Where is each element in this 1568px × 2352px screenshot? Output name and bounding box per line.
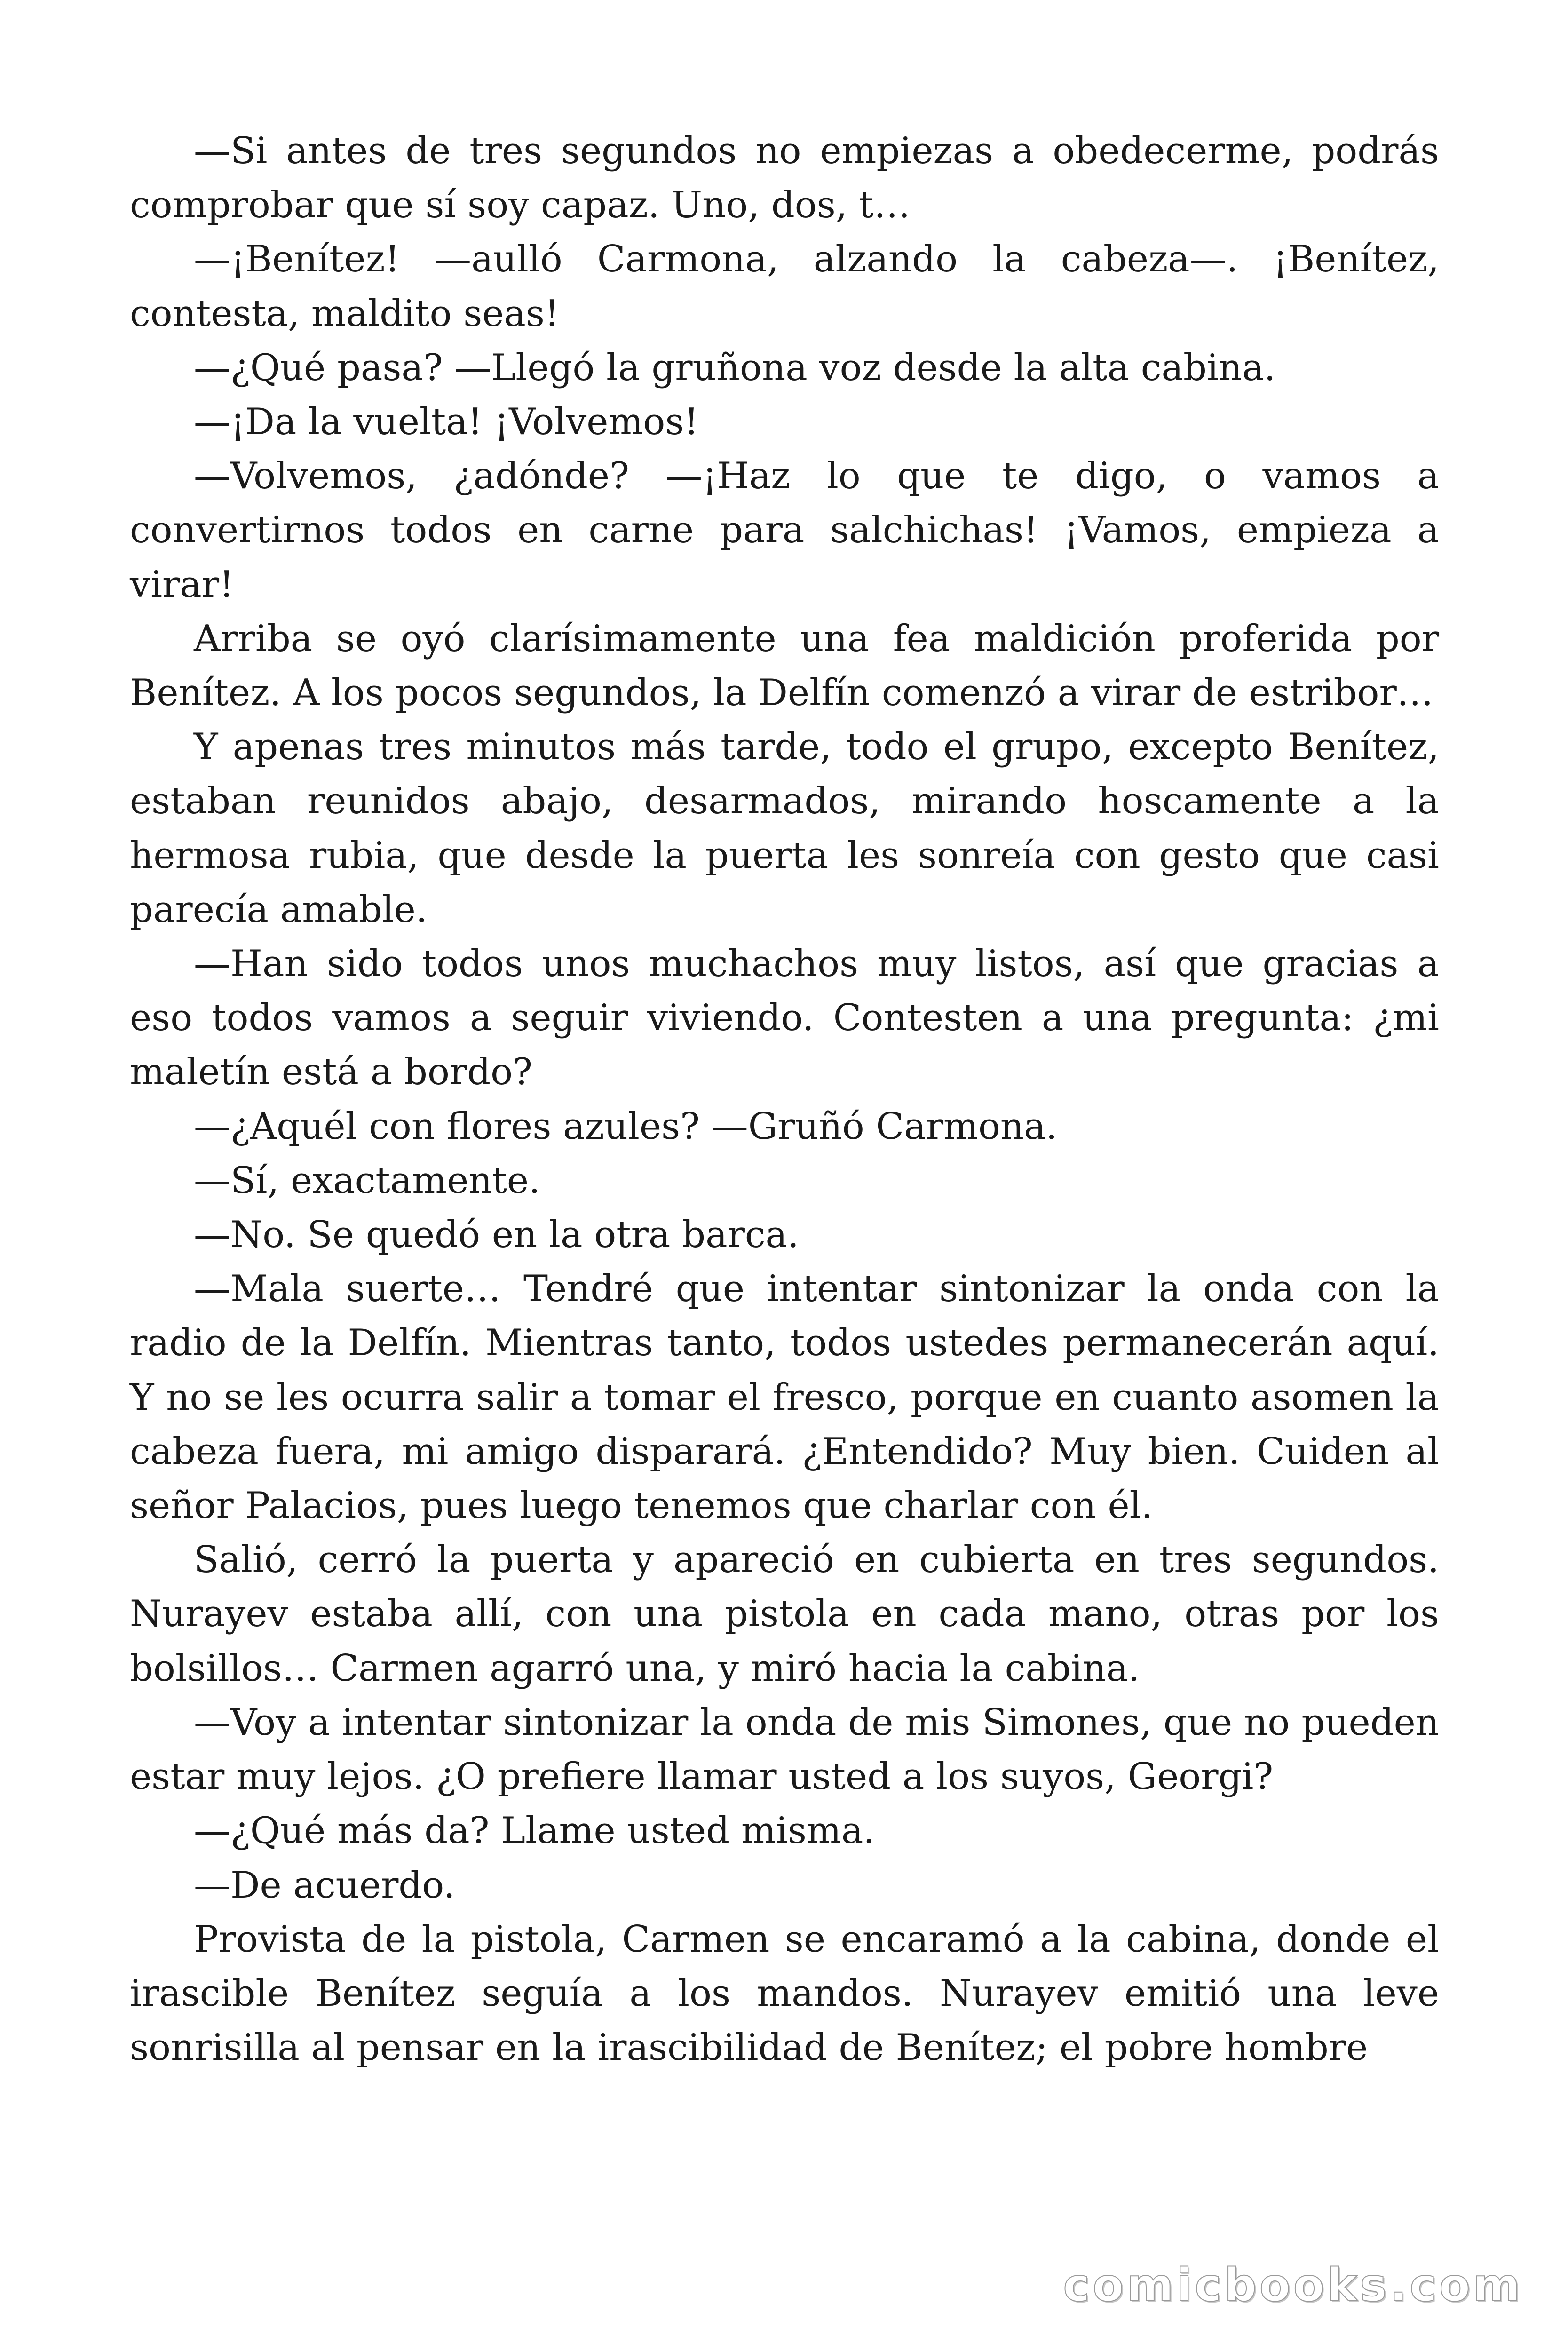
paragraph: Provista de la pistola, Carmen se encaramó a la cabina, donde el irascible Benítez seguía a los mandos. Nurayev emitió una leve sonrisilla al pensar en la irascibilidad de Benítez; el pobre hombre	[130, 1918, 1439, 2069]
paragraph: Arriba se oyó clarísimamente una fea maldición proferida por Benítez. A los pocos segundos, la Delfín comenzó a virar de estribor…	[130, 617, 1439, 715]
paragraph: —Han sido todos unos muchachos muy listos, así que gracias a eso todos vamos a seguir viviendo. Contesten a una pregunta: ¿mi maletín está a bordo?	[130, 943, 1439, 1094]
watermark: comicbooks.com	[1063, 2259, 1523, 2312]
paragraph: —Volvemos, ¿adónde? —¡Haz lo que te digo, o vamos a convertirnos todos en carne para salchichas! ¡Vamos, empieza a virar!	[130, 455, 1439, 606]
paragraph: —No. Se quedó en la otra barca.	[194, 1214, 799, 1256]
paragraph: Salió, cerró la puerta y apareció en cubierta en tres segundos. Nurayev estaba allí, con una pistola en cada mano, otras por los bolsillos… Carmen agarró una, y miró hacia la cabina.	[130, 1539, 1439, 1690]
paragraph: —Mala suerte… Tendré que intentar sintonizar la onda con la radio de la Delfín. Mientras tanto, todos ustedes permanecerán aquí. Y no se les ocurra salir a tomar el fresco, porque en cuanto asomen la cabeza fuera, mi amigo disparará. ¿Entendido? Muy bien. Cuiden al señor Palacios, pues luego tenemos que charlar con él.	[130, 1268, 1439, 1527]
paragraph: —¿Qué más da? Llame usted misma.	[194, 1810, 875, 1852]
paragraph: —De acuerdo.	[194, 1864, 455, 1907]
paragraph: Y apenas tres minutos más tarde, todo el grupo, excepto Benítez, estaban reunidos abajo, desarmados, mirando hoscamente a la hermosa rubia, que desde la puerta les sonreía con gesto que casi parecía amable.	[130, 726, 1439, 931]
paragraph: —¿Qué pasa? —Llegó la gruñona voz desde la alta cabina.	[194, 346, 1276, 389]
paragraph: —¡Da la vuelta! ¡Volvemos!	[194, 401, 699, 444]
paragraph: —¿Aquél con flores azules? —Gruñó Carmona.	[194, 1105, 1058, 1148]
paragraph: —Sí, exactamente.	[194, 1159, 540, 1202]
body-text	[130, 124, 1439, 2075]
paragraph: —Si antes de tres segundos no empiezas a obedecerme, podrás comprobar que sí soy capaz. Uno, dos, t…	[130, 130, 1439, 227]
paragraph: —Voy a intentar sintonizar la onda de mis Simones, que no pueden estar muy lejos. ¿O prefiere llamar usted a los suyos, Georgi?	[130, 1701, 1439, 1798]
paragraph: —¡Benítez! —aulló Carmona, alzando la cabeza—. ¡Benítez, contesta, maldito seas!	[130, 238, 1439, 335]
